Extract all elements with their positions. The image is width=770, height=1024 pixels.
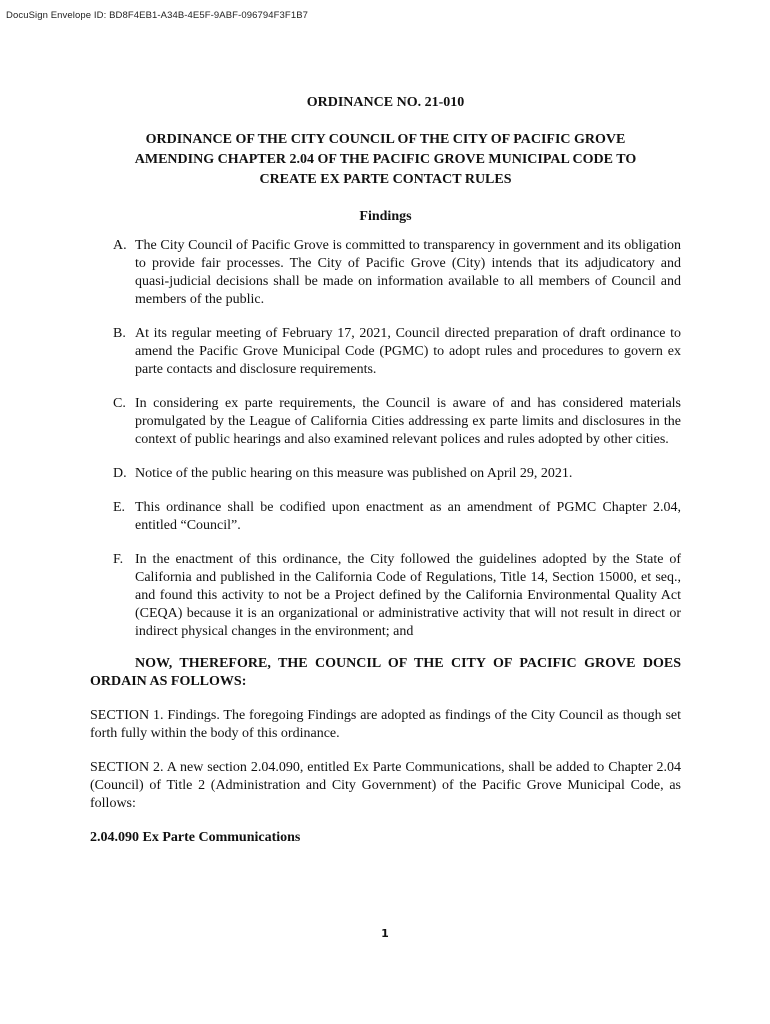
section-1: SECTION 1. Findings. The foregoing Findings are adopted as findings of the City Council as though set forth fully within the body of this ordinance.	[90, 708, 681, 741]
ordinance-title-line: CREATE EX PARTE CONTACT RULES	[259, 172, 512, 187]
finding-item	[90, 551, 681, 641]
finding-text: In considering ex parte requirements, the Council is aware of and has considered materials promulgated by the League of California Cities addressing ex parte limits and disclosures in the context of public hearings and also examined relevant polices and rules adopted by other cities.	[135, 396, 681, 447]
page-number: 1	[381, 927, 389, 940]
finding-text: Notice of the public hearing on this measure was published on April 29, 2021.	[135, 466, 573, 481]
section-subheading: 2.04.090 Ex Parte Communications	[90, 830, 301, 845]
finding-letter: E.	[113, 500, 126, 515]
finding-letter: C.	[113, 396, 126, 411]
ordinance-number: ORDINANCE NO. 21-010	[306, 95, 465, 110]
findings-list	[90, 237, 681, 641]
section-2: SECTION 2. A new section 2.04.090, entitled Ex Parte Communications, shall be added to Chapter 2.04 (Council) of Title 2 (Administration and City Government) of the Pacific Grove Municipal Code, as follows:	[90, 760, 681, 811]
ordinance-title	[90, 130, 681, 190]
enacting-clause: NOW, THEREFORE, THE COUNCIL OF THE CITY OF PACIFIC GROVE DOES ORDAIN AS FOLLOWS:	[90, 656, 681, 689]
finding-letter: A.	[113, 238, 127, 253]
ordinance-title-line: AMENDING CHAPTER 2.04 OF THE PACIFIC GROVE MUNICIPAL CODE TO	[134, 152, 637, 167]
finding-item	[90, 465, 681, 483]
finding-item	[90, 499, 681, 535]
finding-text: The City Council of Pacific Grove is committed to transparency in government and its obligation to provide fair processes. The City of Pacific Grove (City) intends that its adjudicatory and quasi-judicial decisions shall be made on information available to all members of Council and members of the public.	[135, 238, 681, 307]
docusign-envelope-id: DocuSign Envelope ID: BD8F4EB1-A34B-4E5F-9ABF-096794F3F1B7	[6, 10, 309, 21]
document-page	[90, 94, 681, 847]
finding-text: At its regular meeting of February 17, 2021, Council directed preparation of draft ordinance to amend the Pacific Grove Municipal Code (PGMC) to adopt rules and procedures to govern ex parte contacts and disclosure requirements.	[135, 326, 681, 377]
findings-heading: Findings	[359, 209, 412, 224]
ordinance-title-line: ORDINANCE OF THE CITY COUNCIL OF THE CITY OF PACIFIC GROVE	[145, 132, 626, 147]
finding-text: In the enactment of this ordinance, the City followed the guidelines adopted by the State of California and published in the California Code of Regulations, Title 14, Section 15000, et seq., and found this activity to not be a Project defined by the California Environmental Quality Act (CEQA) because it is an organizational or administrative activity that will not result in direct or indirect physical changes in the environment; and	[135, 552, 681, 639]
finding-letter: B.	[113, 326, 126, 341]
finding-letter: F.	[113, 552, 124, 567]
finding-letter: D.	[113, 466, 127, 481]
finding-item	[90, 395, 681, 449]
finding-item	[90, 237, 681, 309]
finding-text: This ordinance shall be codified upon enactment as an amendment of PGMC Chapter 2.04, entitled “Council”.	[135, 500, 681, 533]
finding-item	[90, 325, 681, 379]
